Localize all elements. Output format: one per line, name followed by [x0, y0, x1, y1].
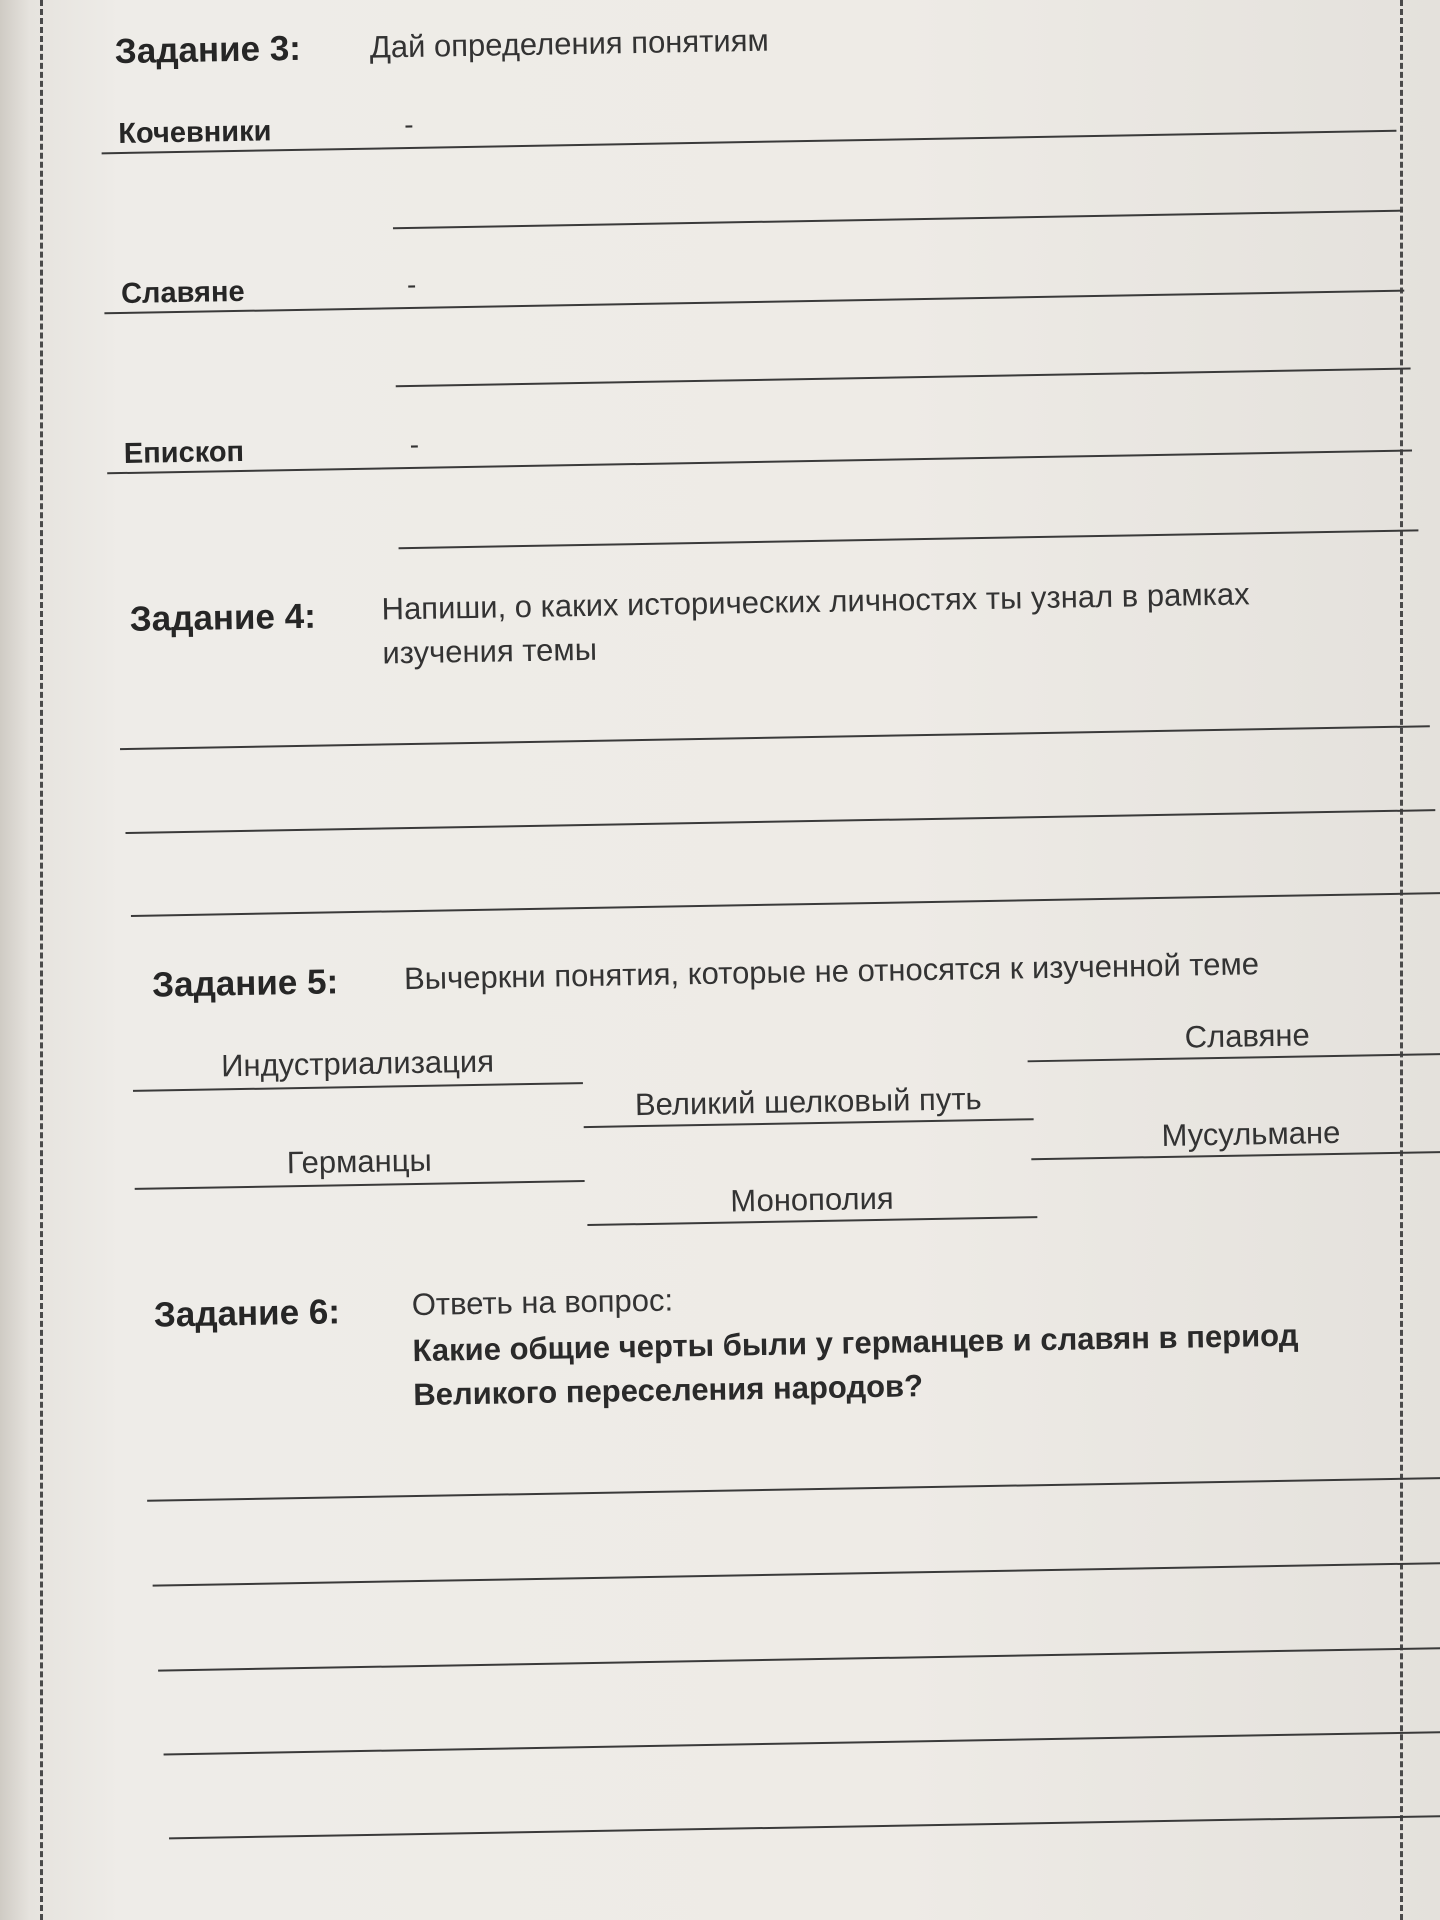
- task3-instruction: Дай определения понятиям: [369, 22, 770, 65]
- task6-question-line2: Великого переселения народов?: [413, 1368, 924, 1413]
- answer-line[interactable]: [393, 210, 1403, 230]
- term-bishop: Епископ: [123, 435, 245, 470]
- answer-line[interactable]: [169, 1815, 1440, 1840]
- answer-line[interactable]: [131, 892, 1440, 917]
- answer-line[interactable]: [107, 450, 1412, 475]
- answer-line[interactable]: [120, 725, 1430, 750]
- term-dash: -: [403, 108, 414, 141]
- answer-line[interactable]: [153, 1562, 1440, 1587]
- concept-word[interactable]: Монополия: [730, 1180, 894, 1219]
- task4-instruction-line2: изучения темы: [382, 631, 598, 671]
- task4-instruction-line1: Напиши, о каких исторических личностях ты узнал в рамках: [381, 576, 1250, 627]
- term-slavs: Славяне: [120, 275, 245, 311]
- concept-word[interactable]: Германцы: [286, 1142, 433, 1181]
- term-dash: -: [409, 428, 420, 460]
- term-dash: -: [406, 268, 417, 301]
- task6-label: Задание 6:: [153, 1292, 341, 1335]
- task4-label: Задание 4:: [129, 596, 317, 639]
- answer-line[interactable]: [104, 290, 1404, 315]
- answer-line[interactable]: [125, 809, 1435, 834]
- concept-word[interactable]: Великий шелковый путь: [634, 1081, 982, 1123]
- answer-line[interactable]: [396, 368, 1411, 388]
- answer-line[interactable]: [399, 529, 1419, 549]
- concept-word[interactable]: Мусульмане: [1161, 1114, 1341, 1153]
- answer-line[interactable]: [102, 130, 1397, 155]
- concept-word[interactable]: Индустриализация: [220, 1043, 495, 1084]
- task5-label: Задание 5:: [151, 962, 339, 1005]
- task3-label: Задание 3:: [114, 28, 302, 72]
- answer-line[interactable]: [158, 1647, 1440, 1672]
- answer-line[interactable]: [147, 1477, 1440, 1502]
- task6-prompt: Ответь на вопрос:: [411, 1282, 674, 1323]
- answer-line[interactable]: [164, 1731, 1440, 1756]
- task5-instruction: Вычеркни понятия, которые не относятся к изученной теме: [403, 946, 1260, 997]
- task6-question-line1: Какие общие черты были у германцев и славян в период: [412, 1317, 1299, 1369]
- term-nomads: Кочевники: [118, 115, 272, 151]
- concept-word[interactable]: Славяне: [1184, 1017, 1310, 1055]
